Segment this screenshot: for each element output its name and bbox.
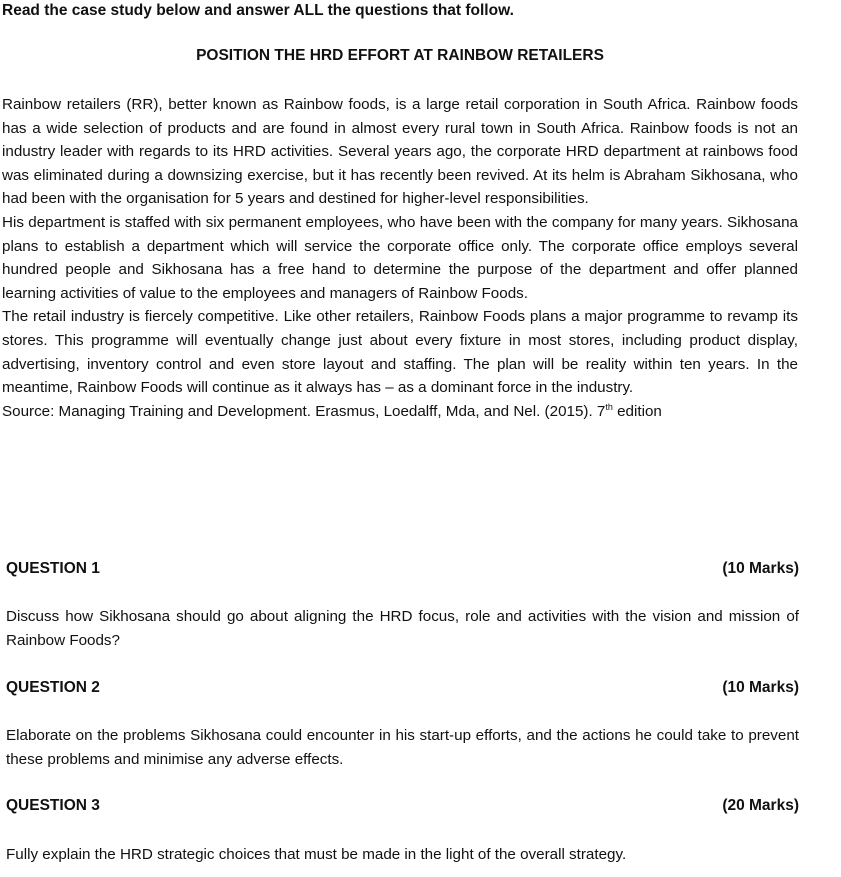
question-1-title: QUESTION 1 xyxy=(6,560,100,577)
question-1-header xyxy=(6,560,799,578)
question-2-marks: (10 Marks) xyxy=(722,679,799,696)
source-text: Source: Managing Training and Development. Erasmus, Loedalff, Mda, and Nel. (2015). 7 xyxy=(2,402,606,420)
case-study-body xyxy=(2,93,798,423)
question-3-header xyxy=(6,797,799,815)
case-paragraph-2: His department is staffed with six permanent employees, who have been with the company for many years. Sikhosana plans to establish a department which will service the corporate office only. The corporate office employs several hundred people and Sikhosana has a free hand to determine the purpose of the department and offer planned learning activities of value to the employees and managers of Rainbow Foods. xyxy=(2,213,798,302)
source-citation xyxy=(2,400,798,424)
question-3-marks: (20 Marks) xyxy=(722,797,799,814)
question-2-title: QUESTION 2 xyxy=(6,679,100,696)
question-1-marks: (10 Marks) xyxy=(722,560,799,577)
question-1-text: Discuss how Sikhosana should go about aligning the HRD focus, role and activities with the vision and mission of Rainbow Foods? xyxy=(6,608,799,649)
question-2-header xyxy=(6,679,799,697)
source-edition: edition xyxy=(612,402,662,420)
question-2-text: Elaborate on the problems Sikhosana could encounter in his start-up efforts, and the actions he could take to prevent these problems and minimise any adverse effects. xyxy=(6,727,799,768)
question-3-text: Fully explain the HRD strategic choices that must be made in the light of the overall strategy. xyxy=(6,846,627,863)
source-superscript: th xyxy=(605,401,613,412)
instruction-text: Read the case study below and answer ALL the questions that follow. xyxy=(2,2,514,19)
case-paragraph-1: Rainbow retailers (RR), better known as Rainbow foods, is a large retail corporation in South Africa. Rainbow foods has a wide selection of products and are found in almost every rural town in South Africa. Rainbow foods is not an industry leader with regards to its HRD activities. Several years ago, the corporate HRD department at rainbows food was eliminated during a downsizing exercise, but it has recently been revived. At its helm is Abraham Sikhosana, who had been with the organisation for 5 years and destined for higher-level responsibilities. xyxy=(2,96,798,208)
question-3-title: QUESTION 3 xyxy=(6,797,100,814)
case-paragraph-3: The retail industry is fiercely competitive. Like other retailers, Rainbow Foods plans a major programme to revamp its stores. This programme will eventually change just about every fixture in most stores, including product display, advertising, inventory control and even store layout and staffing. The plan will be reality within ten years. In the meantime, Rainbow Foods will continue as it always has – as a dominant force in the industry. xyxy=(2,308,798,397)
case-study-title: POSITION THE HRD EFFORT AT RAINBOW RETAILERS xyxy=(196,47,604,64)
